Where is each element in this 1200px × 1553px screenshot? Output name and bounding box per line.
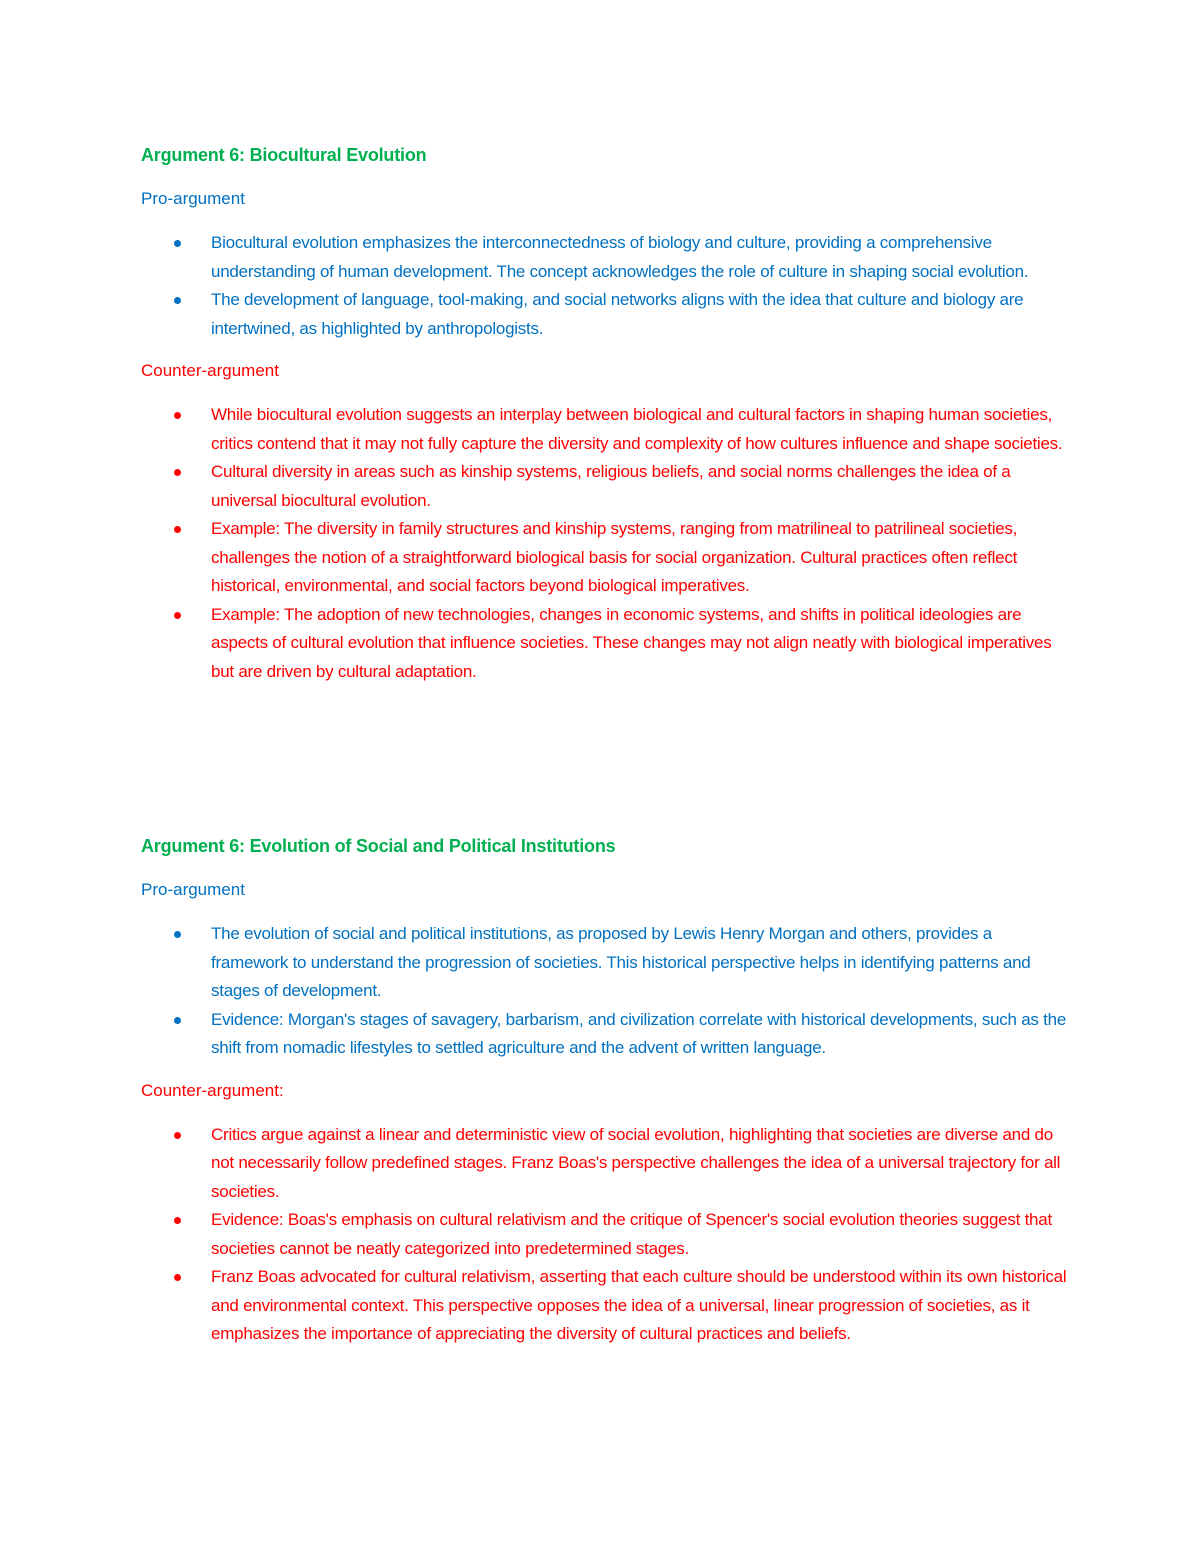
- list-item: While biocultural evolution suggests an interplay between biological and cultural factors in shaping human societies, critics contend that it may not fully capture the diversity and complexity of how cultures influence and shape societies.: [141, 401, 1071, 458]
- bullet-icon: [174, 469, 181, 476]
- pro-argument-label: Pro-argument: [141, 880, 245, 899]
- bullet-icon: [174, 240, 181, 247]
- bullet-icon: [174, 412, 181, 419]
- list-item: Example: The adoption of new technologies, changes in economic systems, and shifts in political ideologies are aspects of cultural evolution that influence societies. These changes may not align neatly with biological imperatives but are driven by cultural adaptation.: [141, 601, 1071, 687]
- argument-section-biocultural: [141, 143, 1071, 686]
- pro-argument-label: Pro-argument: [141, 189, 245, 208]
- list-item: The development of language, tool-making, and social networks aligns with the idea that culture and biology are intertwined, as highlighted by anthropologists.: [141, 286, 1071, 343]
- counter-argument-list: [141, 401, 1071, 686]
- list-item: Evidence: Boas's emphasis on cultural relativism and the critique of Spencer's social evolution theories suggest that societies cannot be neatly categorized into predetermined stages.: [141, 1206, 1071, 1263]
- list-item: Franz Boas advocated for cultural relativism, asserting that each culture should be understood within its own historical and environmental context. This perspective opposes the idea of a universal, linear progression of societies, as it emphasizes the importance of appreciating the diversity of cultural practices and beliefs.: [141, 1263, 1071, 1349]
- counter-argument-list: [141, 1121, 1071, 1349]
- list-item: Evidence: Morgan's stages of savagery, barbarism, and civilization correlate with historical developments, such as the shift from nomadic lifestyles to settled agriculture and the advent of written language.: [141, 1006, 1071, 1063]
- list-item: Biocultural evolution emphasizes the interconnectedness of biology and culture, providing a comprehensive understanding of human development. The concept acknowledges the role of culture in shaping social evolution.: [141, 229, 1071, 286]
- argument-section-institutions: [141, 834, 1071, 1349]
- bullet-icon: [174, 612, 181, 619]
- list-item: The evolution of social and political institutions, as proposed by Lewis Henry Morgan and others, provides a framework to understand the progression of societies. This historical perspective helps in identifying patterns and stages of development.: [141, 920, 1071, 1006]
- list-item: Cultural diversity in areas such as kinship systems, religious beliefs, and social norms challenges the idea of a universal biocultural evolution.: [141, 458, 1071, 515]
- bullet-icon: [174, 526, 181, 533]
- bullet-icon: [174, 1132, 181, 1139]
- pro-argument-list: [141, 920, 1071, 1063]
- pro-argument-list: [141, 229, 1071, 343]
- section-heading: Argument 6: Evolution of Social and Political Institutions: [141, 836, 616, 856]
- bullet-icon: [174, 1274, 181, 1281]
- section-heading: Argument 6: Biocultural Evolution: [141, 145, 427, 165]
- bullet-icon: [174, 1017, 181, 1024]
- counter-argument-label: Counter-argument: [141, 361, 279, 380]
- bullet-icon: [174, 1217, 181, 1224]
- bullet-icon: [174, 931, 181, 938]
- list-item: Example: The diversity in family structures and kinship systems, ranging from matrilineal to patrilineal societies, challenges the notion of a straightforward biological basis for social organization. Cultural practices often reflect historical, environmental, and social factors beyond biological imperatives.: [141, 515, 1071, 601]
- list-item: Critics argue against a linear and deterministic view of social evolution, highlighting that societies are diverse and do not necessarily follow predefined stages. Franz Boas's perspective challenges the idea of a universal trajectory for all societies.: [141, 1121, 1071, 1207]
- counter-argument-label: Counter-argument:: [141, 1080, 284, 1100]
- bullet-icon: [174, 297, 181, 304]
